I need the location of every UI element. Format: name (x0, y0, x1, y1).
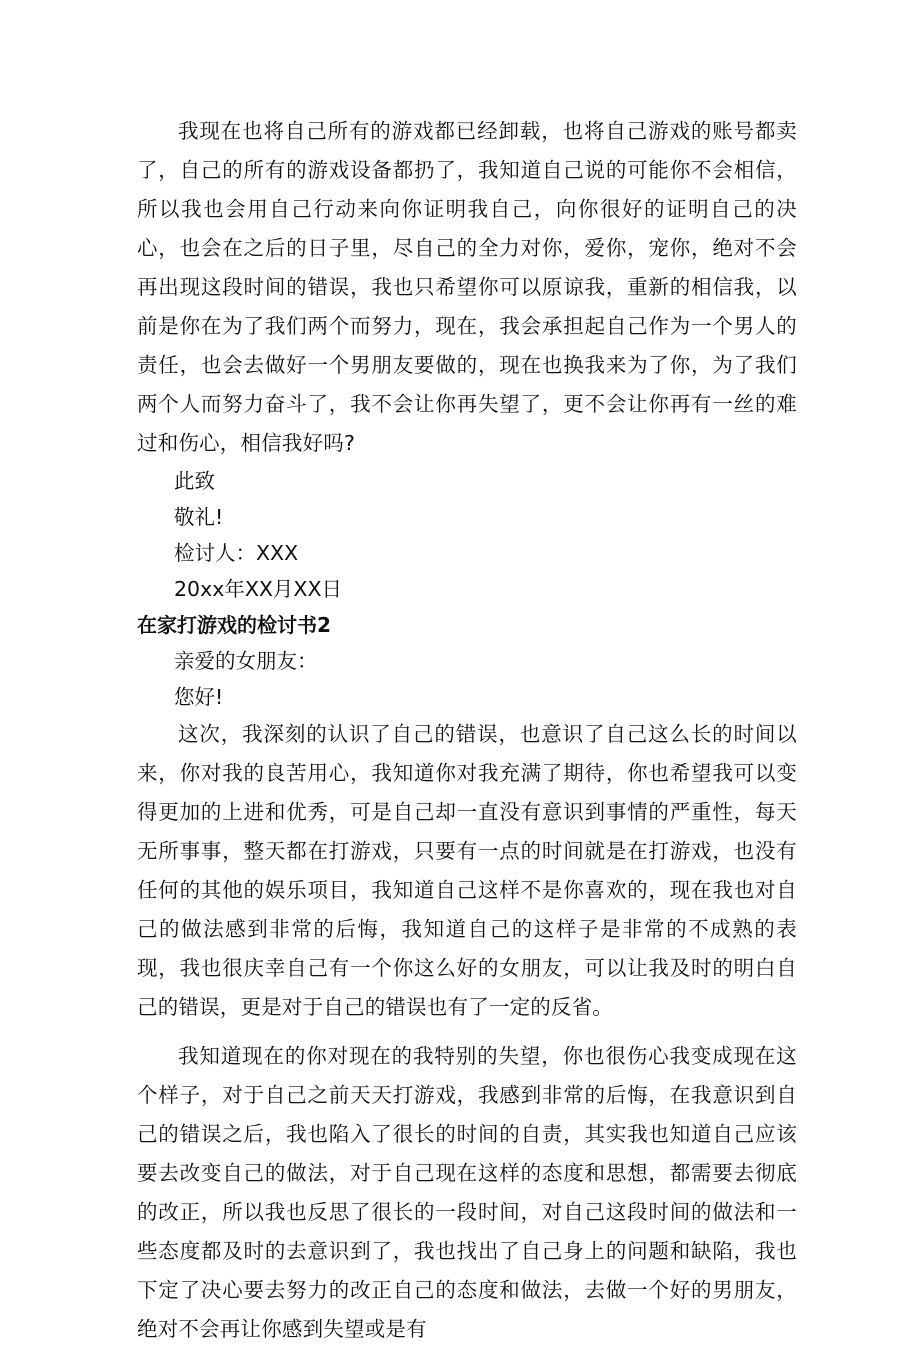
paragraph: 我现在也将自己所有的游戏都已经卸载，也将自己游戏的账号都卖了，自己的所有的游戏设备都扔了，我知道自己说的可能你不会相信，所以我也会用自己行动来向你证明我自己，向你很好的证明自己的决心，也会在之后的日子里，尽自己的全力对你，爱你，宠你，绝对不会再出现这段时间的错误，我也只希望你可以原谅我，重新的相信我，以前是你在为了我们两个而努力，现在，我会承担起自己作为一个男人的责任，也会去做好一个男朋友要做的，现在也换我来为了你，为了我们两个人而努力奋斗了，我不会让你再失望了，更不会让你再有一丝的难过和伤心，相信我好吗? (137, 119, 797, 455)
document-body (137, 112, 797, 1349)
signer-line: 检讨人：XXX (174, 541, 299, 565)
section-heading: 在家打游戏的检讨书2 (137, 613, 331, 637)
date-line: 20xx年XX月XX日 (174, 577, 343, 601)
paragraph: 这次，我深刻的认识了自己的错误，也意识了自己这么长的时间以来，你对我的良苦用心，我知道你对我充满了期待，你也希望我可以变得更加的上进和优秀，可是自己却一直没有意识到事情的严重性，每天无所事事，整天都在打游戏，只要有一点的时间就是在打游戏，也没有任何的其他的娱乐项目，我知道自己这样不是你喜欢的，现在我也对自己的做法感到非常的后悔，我知道自己的这样子是非常的不成熟的表现，我也很庆幸自己有一个你这么好的女朋友，可以让我及时的明白自己的错误，更是对于自己的错误也有了一定的反省。 (137, 722, 797, 1019)
salutation-line: 亲爱的女朋友： (174, 649, 318, 673)
closing-line: 敬礼! (174, 505, 224, 529)
paragraph-spacer (137, 1027, 797, 1037)
greeting-line: 您好! (174, 685, 224, 709)
closing-line: 此致 (174, 469, 215, 493)
paragraph: 我知道现在的你对现在的我特别的失望，你也很伤心我变成现在这个样子，对于自己之前天天打游戏，我感到非常的后悔，在我意识到自己的错误之后，我也陷入了很长的时间的自责，其实我也知道自己应该要去改变自己的做法，对于自己现在这样的态度和思想，都需要去彻底的改正，所以我也反思了很长的一段时间，对自己这段时间的做法和一些态度都及时的去意识到了，我也找出了自己身上的问题和缺陷，我也下定了决心要去努力的改正自己的态度和做法，去做一个好的男朋友，绝对不会再让你感到失望或是有 (137, 1044, 797, 1341)
